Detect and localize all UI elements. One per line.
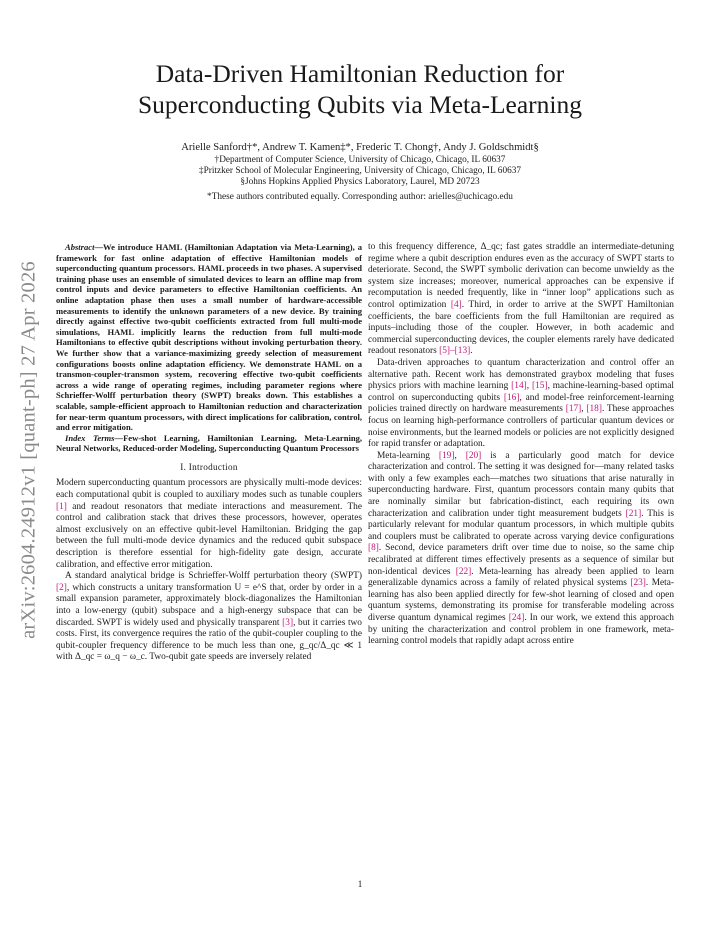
citation-link[interactable]: [3] bbox=[282, 617, 294, 628]
affiliation-2: ‡Pritzker School of Molecular Engineering, University of Chicago, Chicago, IL 60637 bbox=[198, 166, 522, 176]
author-list: Arielle Sanford†*, Andrew T. Kamen‡*, Frederic T. Chong†, Andy J. Goldschmidt§ bbox=[181, 142, 539, 153]
citation-link[interactable]: [18] bbox=[586, 404, 602, 415]
intro-paragraph-4: Data-driven approaches to quantum characterization and control offer an alternative path. Recent work has demonstrated graybox modeling that fuses physics priors with machine learning [14], [15], machine-learning-based optimal control on superconducting qubits [16], and model-free reinforcement-learning policies trained directly on hardware measurements [17], [18]. These approaches focus on learning high-performance controllers of particular quantum devices or noise environments, but the learned models or policies are not explicitly designed for rapid transfer or adaptation. bbox=[368, 357, 675, 450]
citation-link[interactable]: [19] bbox=[438, 450, 455, 461]
index-terms-label: Index Terms bbox=[65, 432, 115, 443]
citation-link[interactable]: [20] bbox=[465, 450, 482, 461]
citation-link[interactable]: [15] bbox=[531, 381, 548, 392]
citation-link[interactable]: [16] bbox=[503, 392, 520, 403]
citation-link[interactable]: [23] bbox=[630, 578, 646, 589]
citation-link[interactable]: [2] bbox=[56, 582, 67, 593]
corresponding-author-note: *These authors contributed equally. Corresponding author: arielles@uchicago.edu bbox=[207, 192, 513, 202]
citation-link[interactable]: [17] bbox=[565, 404, 582, 415]
intro-paragraph-3: to this frequency difference, Δ_qc; fast gates straddle an intermediate-detuning regime where a qubit description endures even as the accuracy of SWPT starts to deteriorate. Second, the SWPT symbolic derivation can become unwieldy as the system size increases; moreover, numerical approaches can be expensive if recomputation is needed frequently, like in “inner loop” applications such as control optimization [4]. Third, in order to arrive at the SWPT Hamiltonian coefficients, the bare coefficients from the full Hamiltonian are required as inputs–including those of the coupler. However, in both academic and commercial superconducting devices, the coupler elements rarely have dedicated readout resonators [5]–[13]. bbox=[368, 242, 674, 357]
citation-link[interactable]: [14] bbox=[511, 381, 527, 392]
citation-link[interactable]: [1] bbox=[56, 501, 67, 512]
citation-link[interactable]: [8] bbox=[368, 543, 379, 554]
intro-paragraph-2: A standard analytical bridge is Schrieffer-Wolff perturbation theory (SWPT) [2], which constructs a unitary transformation U = e^S that, order by order in a small expansion parameter, approximately block-diagonalizes the Hamiltonian into a low-energy (qubit) subspace and a high-energy subspace that can be discarded. SWPT is widely used and physically transparent [3], but it carries two costs. First, its convergence requires the ratio of the qubit-coupler coupling to the qubit-coupler frequency difference to be much less than one, g_qc/Δ_qc ≪ 1 with Δ_qc = ω_q − ω_c. Two-qubit gate speeds are inversely related bbox=[56, 571, 362, 663]
page-number: 1 bbox=[357, 880, 363, 890]
paper-title bbox=[60, 58, 660, 120]
abstract-text: —We introduce HAML (Hamiltonian Adaptation via Meta-Learning), a framework for fast online adaptation of effective Hamiltonian models of superconducting quantum processors. HAML proceeds in two phases. A supervised training phase uses an ensemble of simulated devices to learn an offline map from control inputs and device parameters to effective Hamiltonian coefficients. An online adaptation phase then uses a small number of hardware-accessible measurements to identify the unknown parameters of a new device. By training directly against effective two-qubit coefficients extracted from full multi-mode simulations, HAML implicitly learns the reduction from full multi-mode Hamiltonians to effective qubit descriptions without invoking perturbation theory. We further show that a variance-maximizing greedy selection of measurement configurations boosts online adaptation efficiency. We demonstrate HAML on a transmon-coupler-transmon system, recovering effective two-qubit coefficients across a wide range of operating regimes, including parameter regions where Schrieffer-Wolff perturbation theory (SWPT) breaks down. This establishes a scalable, sample-efficient approach to Hamiltonian reduction and characterization for near-term quantum processors, with direct implications for calibration, control, and error mitigation. bbox=[56, 242, 362, 433]
intro-paragraph-1: Modern superconducting quantum processors are physically multi-mode devices: each computational qubit is coupled to auxiliary modes such as tunable couplers [1] and readout resonators that mediate interactions and measurement. The control and calibration stack that drives these processors, however, operates almost exclusively on an effective qubit-level Hamiltonian. Bridging the gap between the full multi-mode device dynamics and the reduced qubit subspace description is therefore essential for high-fidelity gate design, accurate calibration, and effective error mitigation. bbox=[56, 478, 362, 570]
title-line-2: Superconducting Qubits via Meta-Learning bbox=[137, 90, 582, 119]
abstract-label: Abstract bbox=[65, 242, 95, 252]
abstract bbox=[56, 242, 362, 433]
left-column bbox=[56, 242, 362, 664]
citation-link[interactable]: [24] bbox=[508, 613, 525, 623]
affiliation-3: §Johns Hopkins Applied Physics Laboratory, Laurel, MD 20723 bbox=[240, 177, 480, 187]
right-column bbox=[368, 242, 674, 648]
citation-link[interactable]: [4] bbox=[450, 299, 462, 310]
citation-link[interactable]: [21] bbox=[625, 508, 642, 519]
section-heading-introduction: I. Introduction bbox=[180, 461, 238, 472]
citation-link[interactable]: [5]–[13] bbox=[439, 346, 471, 357]
arxiv-stamp-text: arXiv:2604.24912v1 [quant-ph] 27 Apr 2026 bbox=[17, 261, 40, 639]
citation-link[interactable]: [22] bbox=[455, 566, 472, 577]
title-line-1: Data-Driven Hamiltonian Reduction for bbox=[155, 59, 565, 88]
affiliation-1: †Department of Computer Science, University of Chicago, Chicago, IL 60637 bbox=[214, 155, 506, 165]
intro-paragraph-5: Meta-learning [19], [20] is a particularly good match for device characterization and control. The setting it was designed for—many related tasks with only a few examples each—matches two situations that arise naturally in superconducting hardware. First, quantum processors contain many qubits that are nominally similar but fabrication-distinct, each requiring its own characterization and calibration under tight measurement budgets [21]. This is particularly relevant for modular quantum processors, in which multiple qubits and couplers must be calibrated to operate across varying device configurations [8]. Second, device parameters drift over time due to noise, so the same chip recalibrated at different times effectively presents as a sequence of similar but non-identical devices [22]. Meta-learning has already been applied to learn generalizable dynamics across a family of related physical systems [23]. Meta-learning has also been applied directly for few-shot learning of closed and open quantum systems, demonstrating its promise for transferable modeling across diverse quantum dynamical regimes [24]. In our work, we extend this approach by uniting the characterization and control problem in one framework, meta-learning control models that rapidly adapt across entire bbox=[368, 450, 675, 647]
arxiv-stamp bbox=[8, 240, 50, 660]
index-terms bbox=[56, 433, 362, 454]
index-terms-text: —Few-shot Learning, Hamiltonian Learning, Meta-Learning, Neural Networks, Reduced-order Modeling, Superconducting Quantum Processors bbox=[56, 432, 362, 454]
